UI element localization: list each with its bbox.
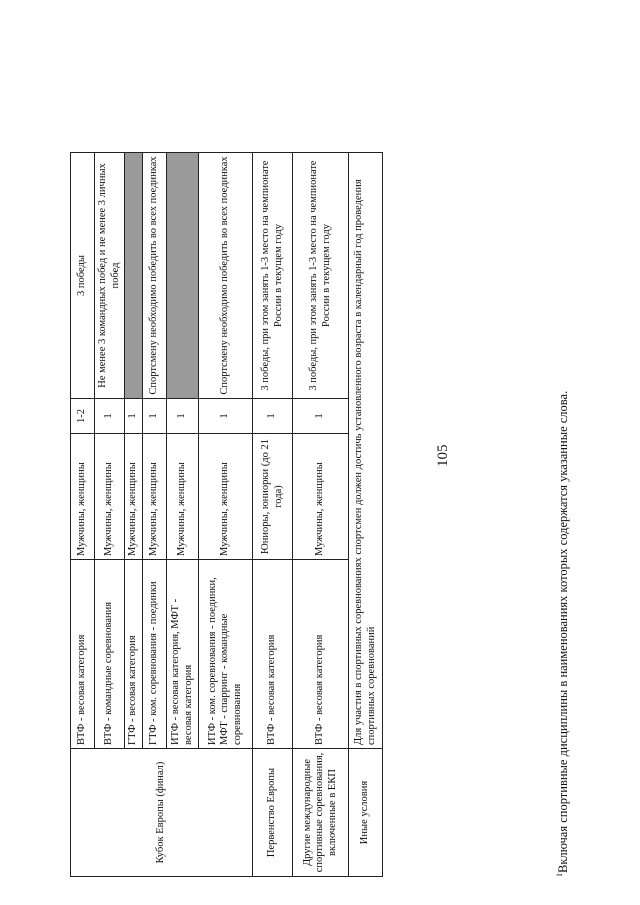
place-cell: 1 <box>199 399 253 434</box>
discipline-cell: ГТФ - весовая категория <box>125 560 143 749</box>
other-conditions-text: Для участия в спортивных соревнованиях спортсмен должен достичь установленного возраста в календарный год проведения спортивных соревнований <box>349 153 383 749</box>
gender-cell: Мужчины, женщины <box>71 434 95 560</box>
gender-cell: Мужчины, женщины <box>199 434 253 560</box>
discipline-cell: ВТФ - командные соревнования <box>95 560 125 749</box>
condition-cell: 3 победы, при этом занять 1-3 место на чемпионате России в текущем году <box>293 153 349 399</box>
gender-cell: Мужчины, женщины <box>293 434 349 560</box>
discipline-cell: ВТФ - весовая категория <box>293 560 349 749</box>
discipline-cell: ИТФ - весовая категория, МФТ - весовая категория <box>167 560 199 749</box>
place-cell: 1 <box>95 399 125 434</box>
gender-cell: Мужчины, женщины <box>143 434 167 560</box>
condition-cell: Не менее 3 командных побед и не менее 3 личных побед <box>95 153 125 399</box>
condition-cell-shaded <box>167 153 199 399</box>
event-cell: Кубок Европы (финал) <box>71 749 253 877</box>
table-row <box>253 153 293 877</box>
table-row <box>71 153 95 877</box>
place-cell: 1 <box>143 399 167 434</box>
place-cell: 1 <box>125 399 143 434</box>
discipline-cell: ВТФ - весовая категория <box>71 560 95 749</box>
discipline-cell: ИТФ - ком. соревнования - поединки, МФТ - спарринг - командные соревнования <box>199 560 253 749</box>
footnote-mark: 1 <box>555 873 564 877</box>
table-row <box>293 153 349 877</box>
footnote-text: Включая спортивные дисциплины в наименованиях которых содержатся указанные слова. <box>556 390 571 873</box>
place-cell: 1 <box>293 399 349 434</box>
condition-cell: 3 победы, при этом занять 1-3 место на чемпионате России в текущем году <box>253 153 293 399</box>
requirements-table <box>70 152 383 877</box>
condition-cell-shaded <box>125 153 143 399</box>
place-cell: 1-2 <box>71 399 95 434</box>
page-number: 105 <box>435 444 451 467</box>
place-cell: 1 <box>167 399 199 434</box>
gender-cell: Мужчины, женщины <box>95 434 125 560</box>
gender-cell: Юниоры, юниорки (до 21 года) <box>253 434 293 560</box>
place-cell: 1 <box>253 399 293 434</box>
table-row <box>349 153 383 877</box>
discipline-cell: ГТФ - ком. соревнования - поединки <box>143 560 167 749</box>
event-cell: Другие международные спортивные соревнования, включенные в ЕКП <box>293 749 349 877</box>
condition-cell: Спортсмену необходимо победить во всех поединках <box>199 153 253 399</box>
gender-cell: Мужчины, женщины <box>167 434 199 560</box>
event-cell: Первенство Европы <box>253 749 293 877</box>
condition-cell: 3 победы <box>71 153 95 399</box>
other-conditions-label: Иные условия <box>349 749 383 877</box>
condition-cell: Спортсмену необходимо победить во всех поединках <box>143 153 167 399</box>
discipline-cell: ВТФ - весовая категория <box>253 560 293 749</box>
gender-cell: Мужчины, женщины <box>125 434 143 560</box>
footnote <box>555 391 571 877</box>
